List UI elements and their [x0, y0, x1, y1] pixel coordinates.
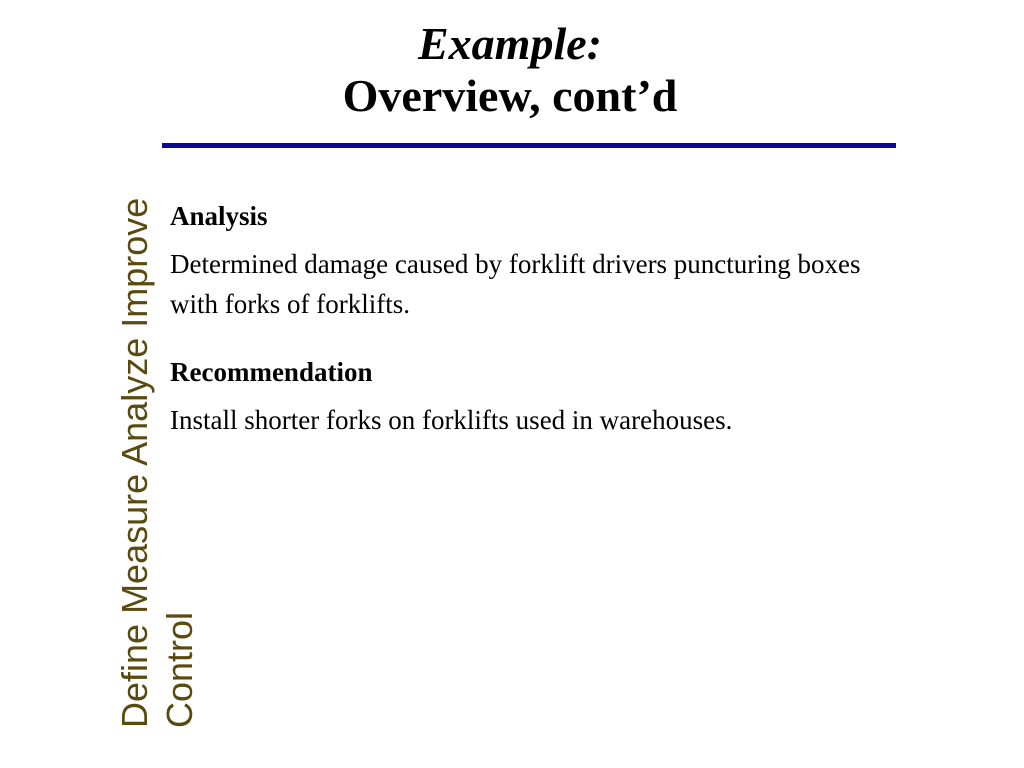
dmaic-side-banner — [0, 0, 200, 768]
section-recommendation — [170, 352, 890, 440]
section-analysis — [170, 196, 890, 324]
slide-title-line2: Overview, cont’d — [342, 70, 678, 121]
dmaic-phases-text: Define Measure Analyze Improve Control — [114, 197, 200, 728]
slide-content — [170, 196, 890, 468]
section-body-recommendation: Install shorter forks on forklifts used in warehouses. — [170, 405, 733, 435]
section-heading-analysis: Analysis — [170, 201, 268, 231]
section-body-analysis: Determined damage caused by forklift drivers puncturing boxes with forks of forklifts. — [170, 249, 861, 319]
slide-title-line1: Example: — [418, 18, 602, 69]
slide-title — [160, 18, 860, 122]
title-underline-rule — [162, 143, 896, 148]
section-heading-recommendation: Recommendation — [170, 357, 373, 387]
